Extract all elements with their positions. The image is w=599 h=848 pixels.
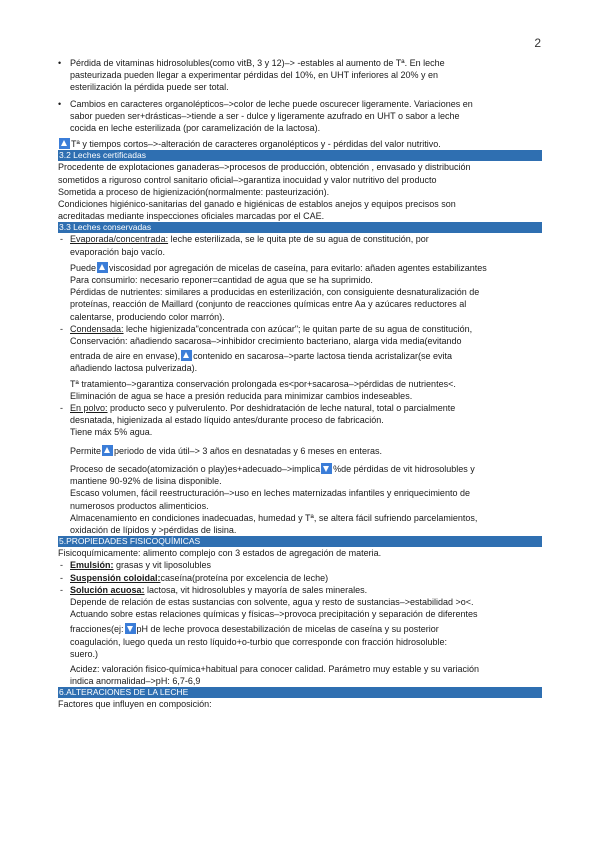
arrow-up-icon xyxy=(59,138,70,149)
section-heading-5: 5.PROPIEDADES FISICOQUÍMICAS xyxy=(58,536,542,547)
item-evaporada: - Evaporada/concentrada: leche esterilizada, se le quita pte de su agua de constitución, por evaporación bajo vacío. Puede viscosidad por agregación de micelas de caseína, para evitarlo: añaden agentes estabilizantes Para consumirlo: necesario reponer=cantidad de agua que se ha suprimido. Pérdidas de nutrientes: similares a producidas en esterilización, con consiguiente desnaturalización de proteínas, reacción de Maillard (conjunto de reacciones químicas entre Aa y azúcares reductores al calentarse, produciendo color marrón). xyxy=(58,233,542,322)
item-solucion: - Solución acuosa: lactosa, vit hidrosolubles y mayoría de sales minerales. Depende de relación de estas sustancias con solvente, agua y resto de sustancias–>estabilidad >o<. Actuando sobre estas relaciones químicas y físicas–>provoca precipitación y separación de diferentes fracciones(ej: pH de leche provoca desestabilización de micelas de caseína y su posterior coagulación, luego queda un resto líquido+o-turbio que corresponde con fracción hidrosoluble: suero.) Acidez: valoración fisico-química+habitual para conocer calidad. Parámetro muy estable y su variación indica anormalidad–>pH: 6,7-6,9 xyxy=(58,584,542,688)
arrow-up-icon xyxy=(102,445,113,456)
arrow-down-icon xyxy=(125,623,136,634)
document-body xyxy=(58,57,542,711)
page-number: 2 xyxy=(534,36,541,50)
section-5-intro: Fisicoquímicamente: alimento complejo con 3 estados de agregación de materia. xyxy=(58,548,382,559)
item-condensada: - Condensada: leche higienizada"concentrada con azúcar"; le quitan parte de su agua de constitución, Conservación: añadiendo sacarosa–>inhibidor crecimiento bacteriano, alarga vida media(evitando entrada de aire en envase), contenido en sacarosa–>parte lactosa tienda acristalizar(se evita añadiendo lactosa pulverizada). Tª tratamiento–>garantiza conservación prolongada es<por+sacarosa–>pérdidas de nutrientes<. Eliminación de agua se hace a presión reducida para minimizar cambios indeseables. xyxy=(58,323,542,402)
bullet-organoleptic: • Cambios en caracteres organolépticos–>color de leche puede oscurecer ligeramente. Variaciones en sabor pueden ser+drásticas–>tiende a ser - dulce y ligeramente azufrado en UHT o sabor a leche cocida en leche esterilizada (por caramelización de la lactosa). xyxy=(58,98,542,135)
section-heading-6: 6.ALTERACIONES DE LA LECHE xyxy=(58,687,542,698)
item-emulsion: - Emulsión: grasas y vit liposolubles xyxy=(58,559,542,571)
item-en-polvo: - En polvo: producto seco y pulverulento. Por deshidratación de leche natural, total o parcialmente desnatada, higienizada al estado líquido antes/durante proceso de fabricación. Tiene máx 5% agua. Permite periodo de vida útil–> 3 años en desnatadas y 6 meses en enteras. Proceso de secado(atomización o play)es+adecuado–>implica %de pérdidas de vit hidrosolubles y mantiene 90-92% de lisina disponible. Escaso volumen, fácil reestructuración–>uso en leches maternizadas infantiles y enriquecimiento de numerosos productos alimenticios. Almacenamiento en condiciones inadecuadas, humedad y Tª, se altera fácil sufriendo parcelamientos, oxidación de lípidos y >pérdidas de lisina. xyxy=(58,402,542,536)
section-heading-3-3: 3.3 Leches conservadas xyxy=(58,222,542,233)
section-heading-3-2: 3.2 Leches certificadas xyxy=(58,150,542,161)
bullet-vitamin-loss: • Pérdida de vitaminas hidrosolubles(como vitB, 3 y 12)–> -estables al aumento de Tª. En leche pasteurizada pueden llegar a experimentar pérdidas del 10%, en UHT inferiores al 20% y en esterilización la pérdida puede ser total. xyxy=(58,57,542,94)
item-suspension: - Suspensión coloidal:caseína(proteína por excelencia de leche) xyxy=(58,572,542,584)
arrow-up-icon xyxy=(97,262,108,273)
section-6-text: Factores que influyen en composición: xyxy=(58,699,212,710)
temp-time-line: Tª y tiempos cortos–>-alteración de caracteres organolépticos y - pérdidas del valor nutritivo. xyxy=(58,138,542,150)
arrow-down-icon xyxy=(321,463,332,474)
arrow-up-icon xyxy=(181,350,192,361)
section-3-2-text: Procedente de explotaciones ganaderas–>procesos de producción, obtención , envasado y distribución sometidos a riguroso control sanitario oficial–>garantiza inocuidad y valor nutritivo del producto Sometida a proceso de higienización(normalmente: pasteurización). Condiciones higiénico-sanitarias del ganado e higiénicas de establos anejos y equipos precisos son acreditadas mediante inspecciones oficiales marcadas por el CAE. xyxy=(58,162,471,222)
